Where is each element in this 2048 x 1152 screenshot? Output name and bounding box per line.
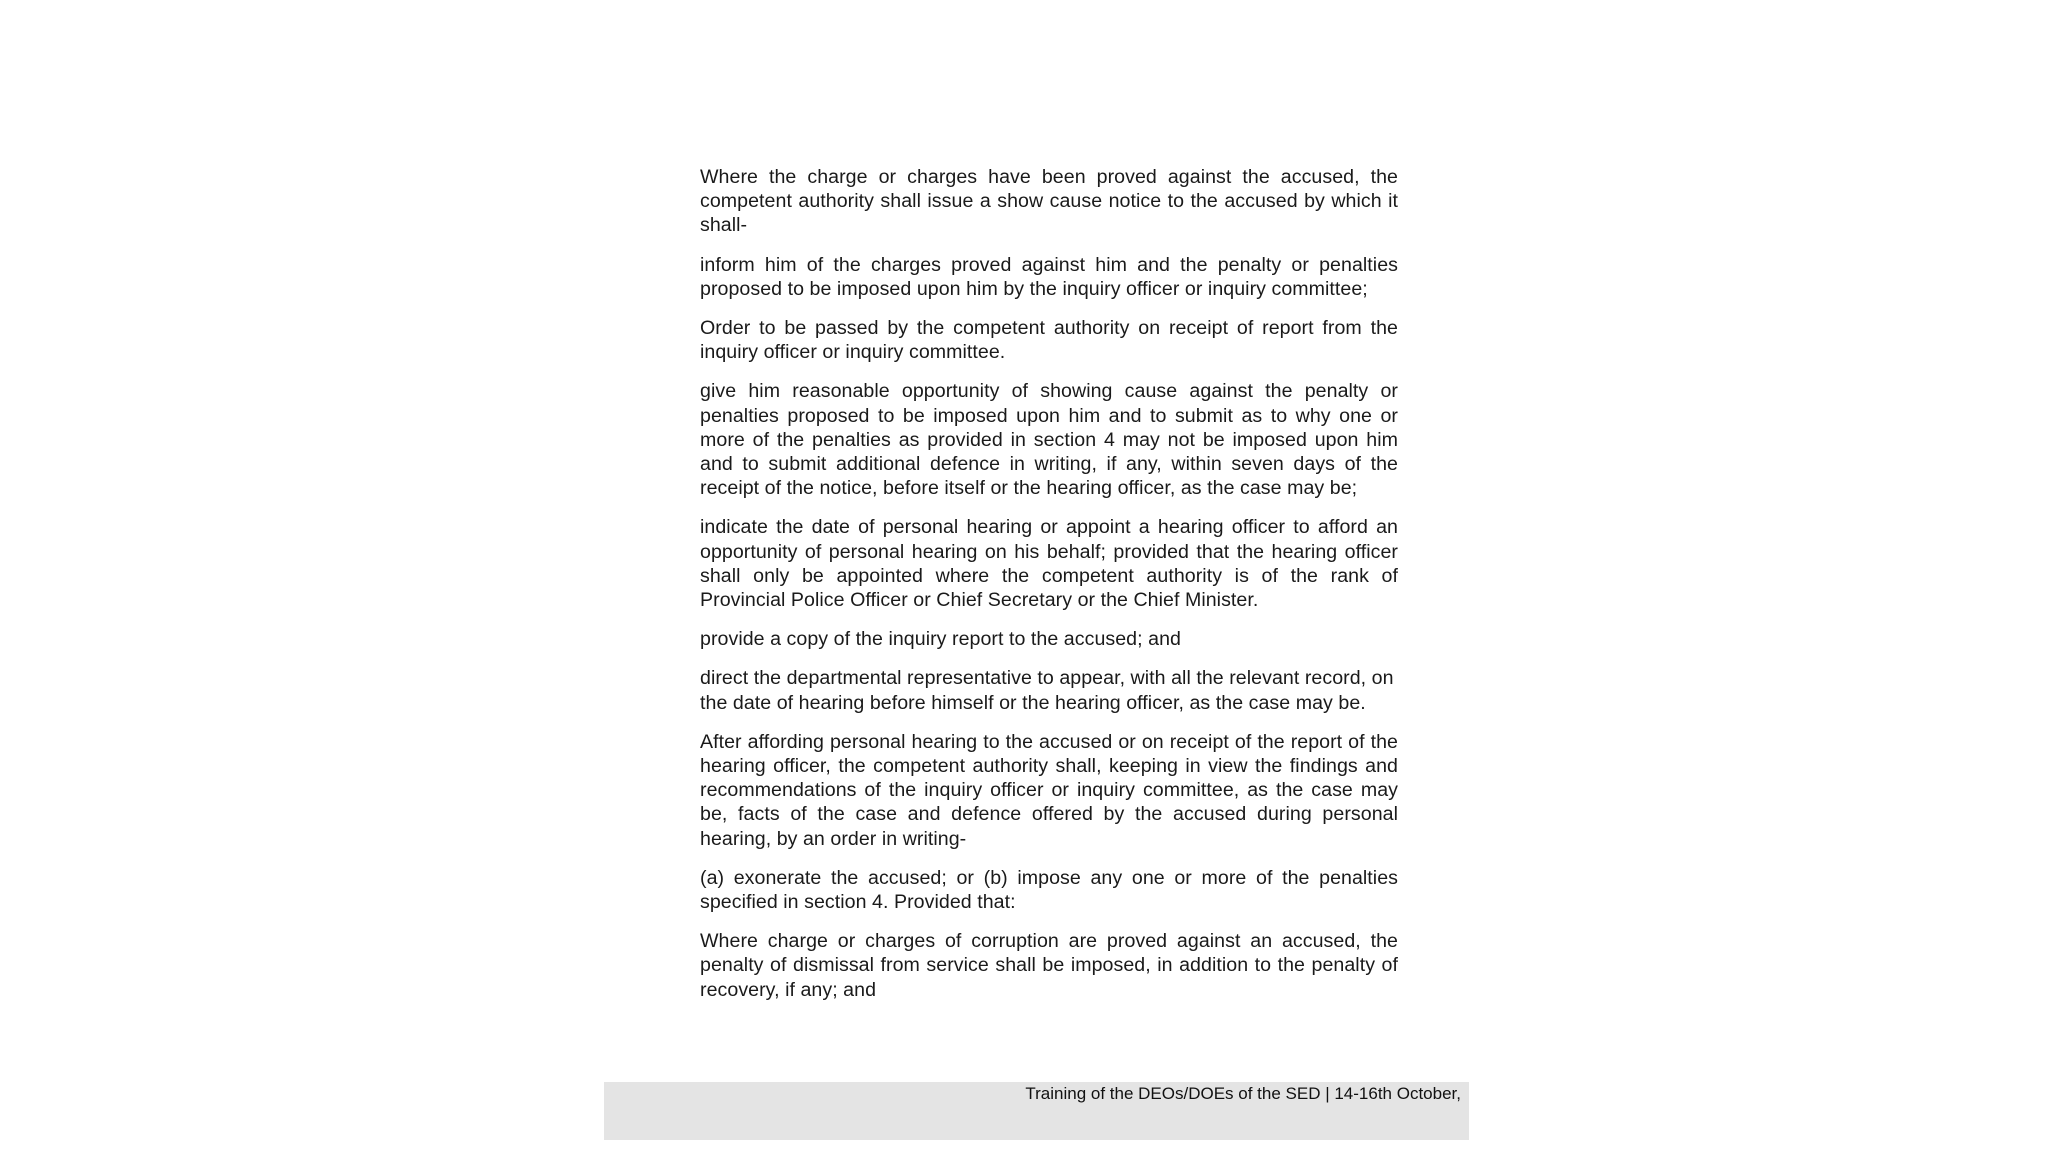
footer-text: Training of the DEOs/DOEs of the SED | 14-16th October,: [1025, 1084, 1461, 1103]
paragraph-exonerate-or-impose: (a) exonerate the accused; or (b) impose any one or more of the penalties specified in section 4. Provided that:: [700, 866, 1398, 914]
paragraph-order-competent-authority: Order to be passed by the competent authority on receipt of report from the inquiry officer or inquiry committee.: [700, 317, 1398, 364]
paragraph-departmental-representative-line2: the date of hearing before himself or the hearing officer, as the case may be.: [700, 691, 1366, 714]
paragraph-corruption-penalty: Where charge or charges of corruption are proved against an accused, the penalty of dismissal from service shall be imposed, in addition to the penalty of recovery, if any; and: [700, 930, 1398, 1001]
document-body: [700, 165, 1398, 1017]
paragraph-show-cause-intro: Where the charge or charges have been proved against the accused, the competent authority shall issue a show cause notice to the accused by which it shall-: [700, 166, 1398, 237]
paragraph-personal-hearing: indicate the date of personal hearing or appoint a hearing officer to afford an opportunity of personal hearing on his behalf; provided that the hearing officer shall only be appointed where the competent authority is of the rank of Provincial Police Officer or Chief Secretary or the Chief Minister.: [700, 516, 1398, 612]
page-footer: [604, 1082, 1469, 1140]
paragraph-reasonable-opportunity: give him reasonable opportunity of showing cause against the penalty or penalties proposed to be imposed upon him and to submit as to why one or more of the penalties as provided in section 4 may not be imposed upon him and to submit additional defence in writing, if any, within seven days of the receipt of the notice, before itself or the hearing officer, as the case may be;: [700, 380, 1398, 500]
paragraph-inform-charges: inform him of the charges proved against him and the penalty or penalties proposed to be imposed upon him by the inquiry officer or inquiry committee;: [700, 253, 1398, 300]
paragraph-inquiry-report-copy: provide a copy of the inquiry report to the accused; and: [700, 628, 1181, 651]
paragraph-departmental-representative-line1: direct the departmental representative to appear, with all the relevant record, on: [700, 667, 1394, 690]
paragraph-departmental-representative: [700, 666, 1398, 714]
paragraph-after-hearing: After affording personal hearing to the accused or on receipt of the report of the hearing officer, the competent authority shall, keeping in view the findings and recommendations of the inquiry officer or inquiry committee, as the case may be, facts of the case and defence offered by the accused during personal hearing, by an order in writing-: [700, 730, 1398, 850]
